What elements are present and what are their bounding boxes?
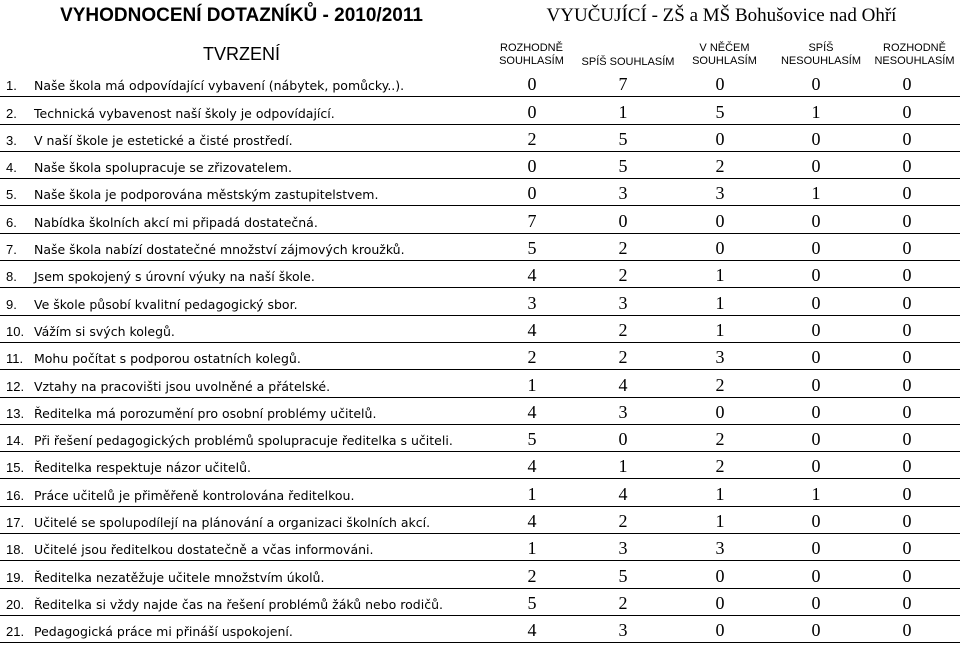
response-count: 0 — [811, 319, 821, 340]
response-count: 3 — [618, 183, 628, 204]
response-count: 0 — [811, 292, 821, 313]
statement-text: V naší škole je estetické a čisté prostředí. — [34, 132, 293, 148]
response-count: 1 — [715, 511, 725, 532]
table-row — [0, 97, 960, 124]
response-count: 0 — [715, 74, 725, 95]
table-header — [0, 32, 960, 70]
statement-text: Ředitelka má porozumění pro osobní problémy učitelů. — [34, 405, 377, 421]
response-count: 2 — [527, 565, 537, 586]
response-count: 0 — [527, 101, 537, 122]
response-count: 0 — [902, 401, 912, 422]
response-count: 2 — [527, 128, 537, 149]
response-count: 1 — [527, 538, 537, 559]
response-count: 1 — [527, 374, 537, 395]
statement-text: Ředitelka nezatěžuje učitele množstvím úkolů. — [34, 569, 325, 585]
column-header-line: SOUHLASÍM — [692, 55, 757, 67]
response-count: 1 — [811, 483, 821, 504]
statement-text: Technická vybavenost naší školy je odpovídající. — [34, 105, 335, 121]
response-count: 0 — [902, 511, 912, 532]
response-count: 0 — [811, 538, 821, 559]
row-number: 7. — [6, 242, 17, 258]
response-count: 0 — [902, 319, 912, 340]
response-count: 3 — [715, 183, 725, 204]
response-count: 2 — [618, 347, 628, 368]
statement-text: Naše škola má odpovídající vybavení (nábytek, pomůcky..). — [34, 78, 405, 94]
row-number: 19. — [6, 569, 25, 585]
column-header-rather-disagree — [773, 32, 869, 70]
response-count: 0 — [902, 347, 912, 368]
response-count: 4 — [527, 319, 537, 340]
response-count: 5 — [527, 429, 537, 450]
response-count: 0 — [811, 74, 821, 95]
row-number: 16. — [6, 487, 25, 503]
table-row — [0, 152, 960, 179]
response-count: 3 — [715, 347, 725, 368]
row-number: 14. — [6, 433, 25, 449]
response-count: 1 — [715, 292, 725, 313]
table-row — [0, 125, 960, 152]
table-row — [0, 479, 960, 506]
response-count: 0 — [527, 156, 537, 177]
response-count: 2 — [715, 456, 725, 477]
response-count: 0 — [811, 401, 821, 422]
response-count: 0 — [618, 429, 628, 450]
response-count: 3 — [618, 620, 628, 641]
column-header-line: V NĚČEM — [699, 42, 750, 54]
row-number: 2. — [6, 105, 17, 121]
row-number: 12. — [6, 378, 25, 394]
response-count: 0 — [715, 565, 725, 586]
response-count: 0 — [811, 347, 821, 368]
response-count: 0 — [811, 429, 821, 450]
response-count: 0 — [527, 74, 537, 95]
table-row — [0, 452, 960, 479]
row-number: 20. — [6, 596, 25, 612]
table-row — [0, 343, 960, 370]
table-row — [0, 316, 960, 343]
statement-text: Naše škola nabízí dostatečné množství zájmových kroužků. — [34, 242, 405, 258]
response-count: 5 — [618, 128, 628, 149]
response-count: 2 — [618, 592, 628, 613]
table-row — [0, 561, 960, 588]
table-row — [0, 507, 960, 534]
response-count: 0 — [811, 456, 821, 477]
response-count: 0 — [811, 374, 821, 395]
response-count: 0 — [902, 565, 912, 586]
response-count: 4 — [618, 374, 628, 395]
response-count: 0 — [811, 565, 821, 586]
row-number: 11. — [6, 351, 24, 367]
column-header-line: ROZHODNĚ — [883, 42, 946, 54]
table-body — [0, 70, 960, 643]
column-header-line: NESOUHLASÍM — [874, 55, 955, 67]
response-count: 0 — [902, 156, 912, 177]
response-count: 4 — [527, 265, 537, 286]
response-count: 0 — [902, 128, 912, 149]
column-header-strongly-agree — [483, 32, 580, 70]
response-count: 0 — [811, 128, 821, 149]
title-row — [0, 0, 960, 32]
column-header-line: NESOUHLASÍM — [780, 55, 862, 67]
response-count: 0 — [715, 238, 725, 259]
response-count: 0 — [902, 292, 912, 313]
response-count: 3 — [715, 538, 725, 559]
response-count: 0 — [902, 74, 912, 95]
row-number: 3. — [6, 132, 17, 148]
column-header-line: SPÍŠ — [808, 42, 834, 54]
statement-text: Práce učitelů je přiměřeně kontrolována ředitelkou. — [34, 487, 355, 503]
response-count: 0 — [902, 265, 912, 286]
row-number: 1. — [6, 78, 17, 94]
response-count: 3 — [618, 401, 628, 422]
row-number: 15. — [6, 460, 25, 476]
row-number: 8. — [6, 269, 17, 285]
table-row — [0, 179, 960, 206]
statement-text: Nabídka školních akcí mi připadá dostatečná. — [34, 214, 318, 230]
response-count: 2 — [618, 511, 628, 532]
response-count: 1 — [715, 319, 725, 340]
response-count: 0 — [902, 183, 912, 204]
table-row — [0, 425, 960, 452]
response-count: 5 — [715, 101, 725, 122]
response-count: 0 — [715, 210, 725, 231]
column-header-line: SPÍŠ SOUHLASÍM — [581, 55, 675, 68]
response-count: 0 — [902, 101, 912, 122]
response-count: 7 — [527, 210, 537, 231]
statement-text: Učitelé jsou ředitelkou dostatečně a včas informováni. — [34, 542, 374, 558]
response-count: 2 — [618, 265, 628, 286]
statement-text: Ve škole působí kvalitní pedagogický sbor. — [34, 296, 298, 312]
row-number: 13. — [6, 405, 25, 421]
response-count: 0 — [902, 538, 912, 559]
response-count: 1 — [715, 265, 725, 286]
response-count: 0 — [902, 374, 912, 395]
response-count: 0 — [715, 401, 725, 422]
response-count: 2 — [715, 374, 725, 395]
table-row — [0, 370, 960, 397]
response-count: 0 — [811, 620, 821, 641]
statement-text: Naše škola je podporována městským zastupitelstvem. — [34, 187, 379, 203]
statement-column-header: TVRZENÍ — [202, 44, 280, 64]
response-count: 0 — [902, 210, 912, 231]
response-count: 1 — [811, 101, 821, 122]
response-count: 1 — [527, 483, 537, 504]
statement-text: Naše škola spolupracuje se zřizovatelem. — [34, 160, 292, 176]
response-count: 4 — [618, 483, 628, 504]
response-count: 0 — [811, 592, 821, 613]
response-count: 0 — [902, 456, 912, 477]
row-number: 21. — [6, 624, 25, 640]
table-row — [0, 534, 960, 561]
response-count: 4 — [527, 401, 537, 422]
response-count: 0 — [811, 210, 821, 231]
response-count: 1 — [618, 456, 628, 477]
response-count: 4 — [527, 620, 537, 641]
table-row — [0, 234, 960, 261]
response-count: 2 — [715, 156, 725, 177]
response-count: 0 — [715, 128, 725, 149]
table-row — [0, 206, 960, 233]
response-count: 2 — [715, 429, 725, 450]
table-row — [0, 589, 960, 616]
row-number: 6. — [6, 214, 17, 230]
table-row — [0, 70, 960, 97]
column-header-line: ROZHODNĚ — [500, 42, 563, 54]
statement-text: Při řešení pedagogických problémů spolupracuje ředitelka s učiteli. — [34, 433, 453, 449]
response-count: 3 — [618, 292, 628, 313]
response-count: 3 — [527, 292, 537, 313]
column-header-strongly-disagree — [869, 32, 960, 70]
response-count: 0 — [811, 156, 821, 177]
table-row — [0, 288, 960, 315]
response-count: 1 — [618, 101, 628, 122]
response-count: 0 — [902, 483, 912, 504]
row-number: 5. — [6, 187, 17, 203]
response-count: 2 — [618, 319, 628, 340]
statement-text: Mohu počítat s podporou ostatních kolegů. — [34, 351, 301, 367]
row-number: 9. — [6, 296, 17, 312]
response-count: 2 — [618, 238, 628, 259]
row-number: 10. — [6, 323, 25, 339]
statement-text: Vztahy na pracovišti jsou uvolněné a přátelské. — [34, 378, 331, 394]
response-count: 0 — [811, 238, 821, 259]
response-count: 2 — [527, 347, 537, 368]
response-count: 0 — [902, 429, 912, 450]
response-count: 3 — [618, 538, 628, 559]
response-count: 0 — [902, 238, 912, 259]
statement-text: Jsem spokojený s úrovní výuky na naší škole. — [34, 269, 315, 285]
response-count: 7 — [618, 74, 628, 95]
response-count: 5 — [527, 238, 537, 259]
statement-text: Učitelé se spolupodílejí na plánování a organizaci školních akcí. — [34, 515, 431, 531]
response-count: 0 — [715, 592, 725, 613]
response-count: 0 — [527, 183, 537, 204]
response-count: 0 — [618, 210, 628, 231]
table-row — [0, 398, 960, 425]
column-header-partly-agree — [676, 32, 773, 70]
row-number: 4. — [6, 160, 17, 176]
statement-text: Ředitelka si vždy najde čas na řešení problémů žáků nebo rodičů. — [34, 596, 443, 612]
column-header-line: SOUHLASÍM — [499, 55, 564, 67]
response-count: 0 — [715, 620, 725, 641]
table-row — [0, 261, 960, 288]
response-count: 0 — [811, 511, 821, 532]
response-count: 1 — [811, 183, 821, 204]
response-count: 0 — [902, 592, 912, 613]
response-count: 0 — [902, 620, 912, 641]
column-header-rather-agree — [580, 32, 676, 70]
response-count: 5 — [618, 156, 628, 177]
statement-text: Pedagogická práce mi přináší uspokojení. — [34, 624, 293, 640]
response-count: 0 — [811, 265, 821, 286]
response-count: 5 — [527, 592, 537, 613]
statement-text: Vážím si svých kolegů. — [34, 323, 175, 339]
response-count: 4 — [527, 511, 537, 532]
school-title: VYUČUJÍCÍ - ZŠ a MŠ Bohušovice nad Ohří — [546, 5, 897, 26]
document-title: VYHODNOCENÍ DOTAZNÍKŮ - 2010/2011 — [60, 5, 423, 26]
statement-text: Ředitelka respektuje názor učitelů. — [34, 460, 251, 476]
row-number: 17. — [6, 515, 25, 531]
row-number: 18. — [6, 542, 25, 558]
response-count: 1 — [715, 483, 725, 504]
table-row — [0, 616, 960, 643]
response-count: 4 — [527, 456, 537, 477]
response-count: 5 — [618, 565, 628, 586]
